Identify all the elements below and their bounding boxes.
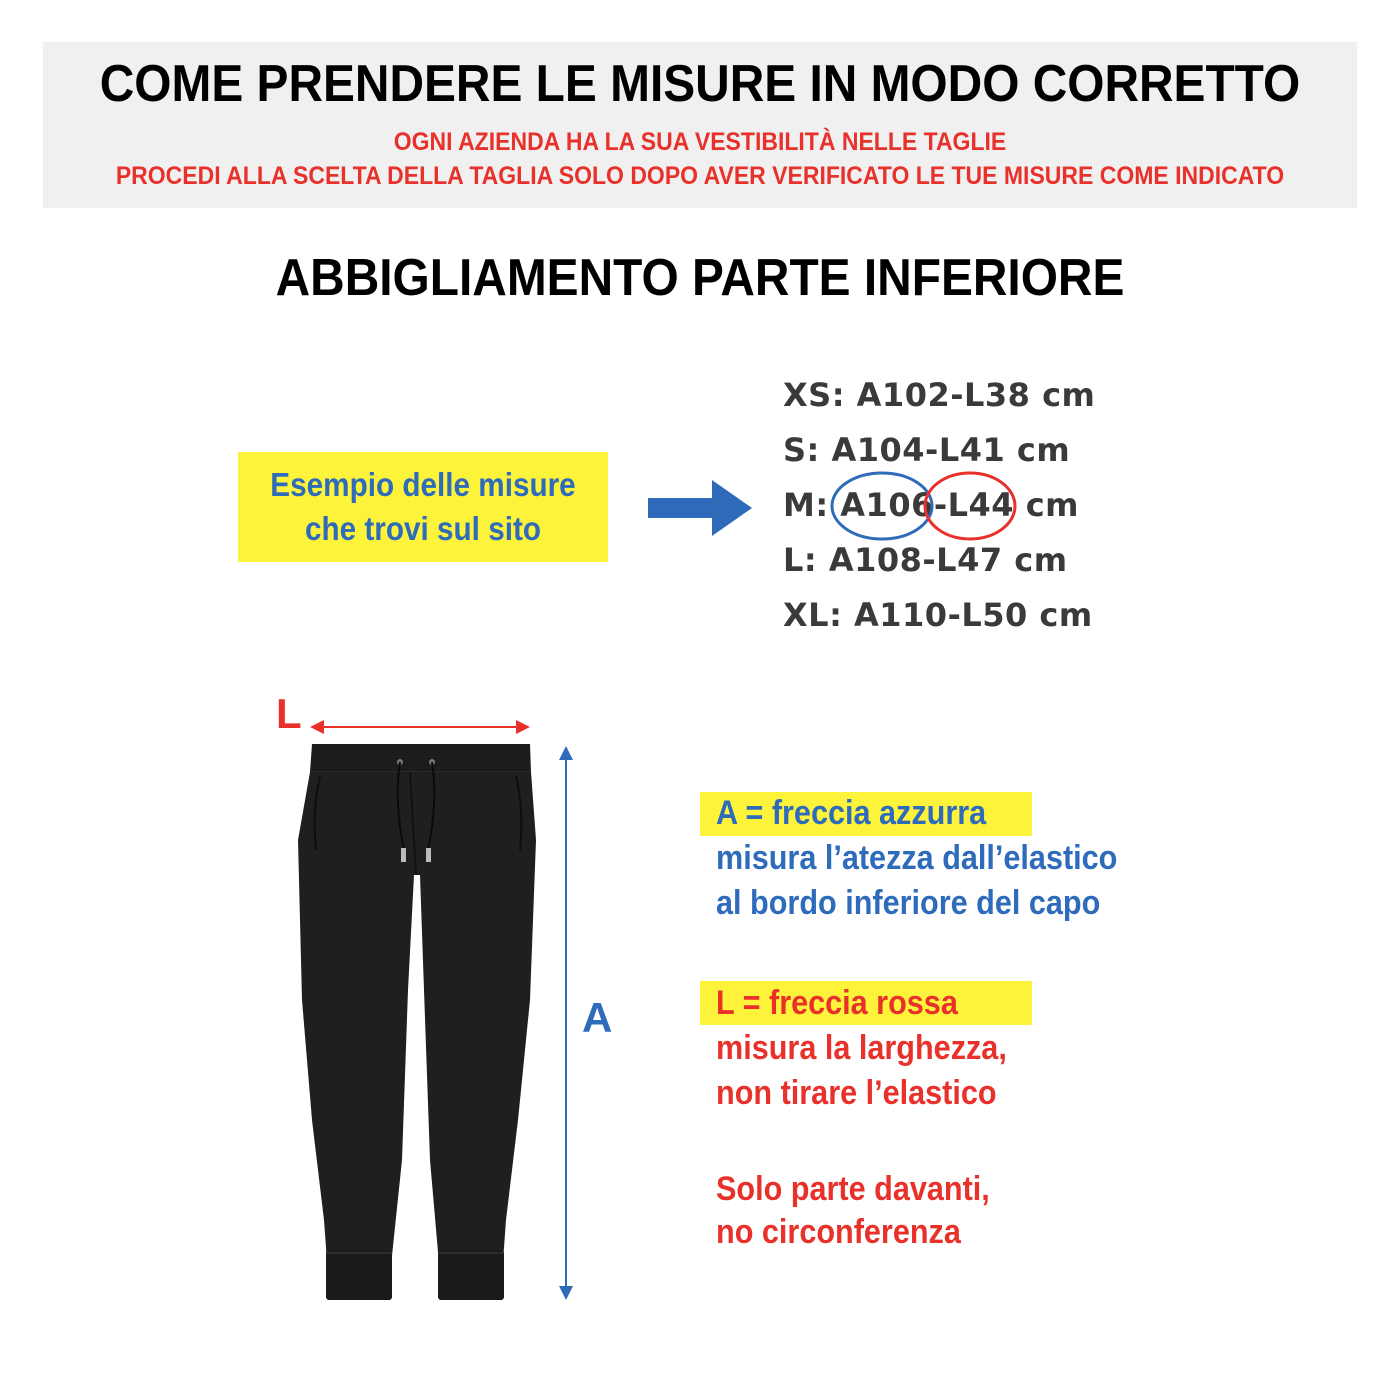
size-row-xl: XL: A110-L50 cm: [783, 596, 1093, 634]
legend-a-title: A = freccia azzurra: [716, 794, 987, 832]
legend-l-line1: misura la larghezza,: [716, 1029, 1007, 1067]
note-line1: Solo parte davanti,: [716, 1170, 990, 1208]
example-line-1: Esempio delle misure: [270, 466, 576, 503]
legend-a-line2: al bordo inferiore del capo: [716, 884, 1101, 922]
red-circle-icon: [925, 473, 1015, 539]
blue-circle-icon: [832, 473, 932, 539]
example-line-2: che trovi sul sito: [304, 510, 541, 547]
note-line2: no circonferenza: [716, 1213, 961, 1251]
pants-diagram: [290, 700, 590, 1310]
size-row-l: L: A108-L47 cm: [783, 541, 1068, 579]
size-row-m: M: A106-L44 cm: [783, 486, 1079, 524]
highlight-circles: [820, 468, 1030, 548]
legend-a-line1: misura l’atezza dall’elastico: [716, 839, 1118, 877]
red-width-arrow-icon: [310, 720, 530, 734]
section-title: ABBIGLIAMENTO PARTE INFERIORE: [275, 249, 1125, 307]
header-banner: [43, 42, 1357, 208]
banner-subtitle-1: OGNI AZIENDA HA LA SUA VESTIBILITÀ NELLE TAGLIE: [393, 128, 1007, 156]
width-label: L: [276, 690, 302, 737]
size-row-xs: XS: A102-L38 cm: [783, 376, 1096, 414]
legend-l-title: L = freccia rossa: [716, 984, 958, 1022]
blue-height-arrow-icon: [559, 746, 573, 1300]
size-row-s: S: A104-L41 cm: [783, 431, 1071, 469]
height-label: A: [582, 994, 613, 1041]
banner-title: COME PRENDERE LE MISURE IN MODO CORRETTO: [99, 55, 1301, 113]
right-arrow-icon: [640, 478, 755, 538]
banner-subtitle-2: PROCEDI ALLA SCELTA DELLA TAGLIA SOLO DOPO AVER VERIFICATO LE TUE MISURE COME INDICATO: [115, 162, 1285, 190]
pants-icon: [298, 744, 536, 1300]
legend-l-line2: non tirare l’elastico: [716, 1074, 997, 1112]
example-callout: [238, 452, 608, 562]
